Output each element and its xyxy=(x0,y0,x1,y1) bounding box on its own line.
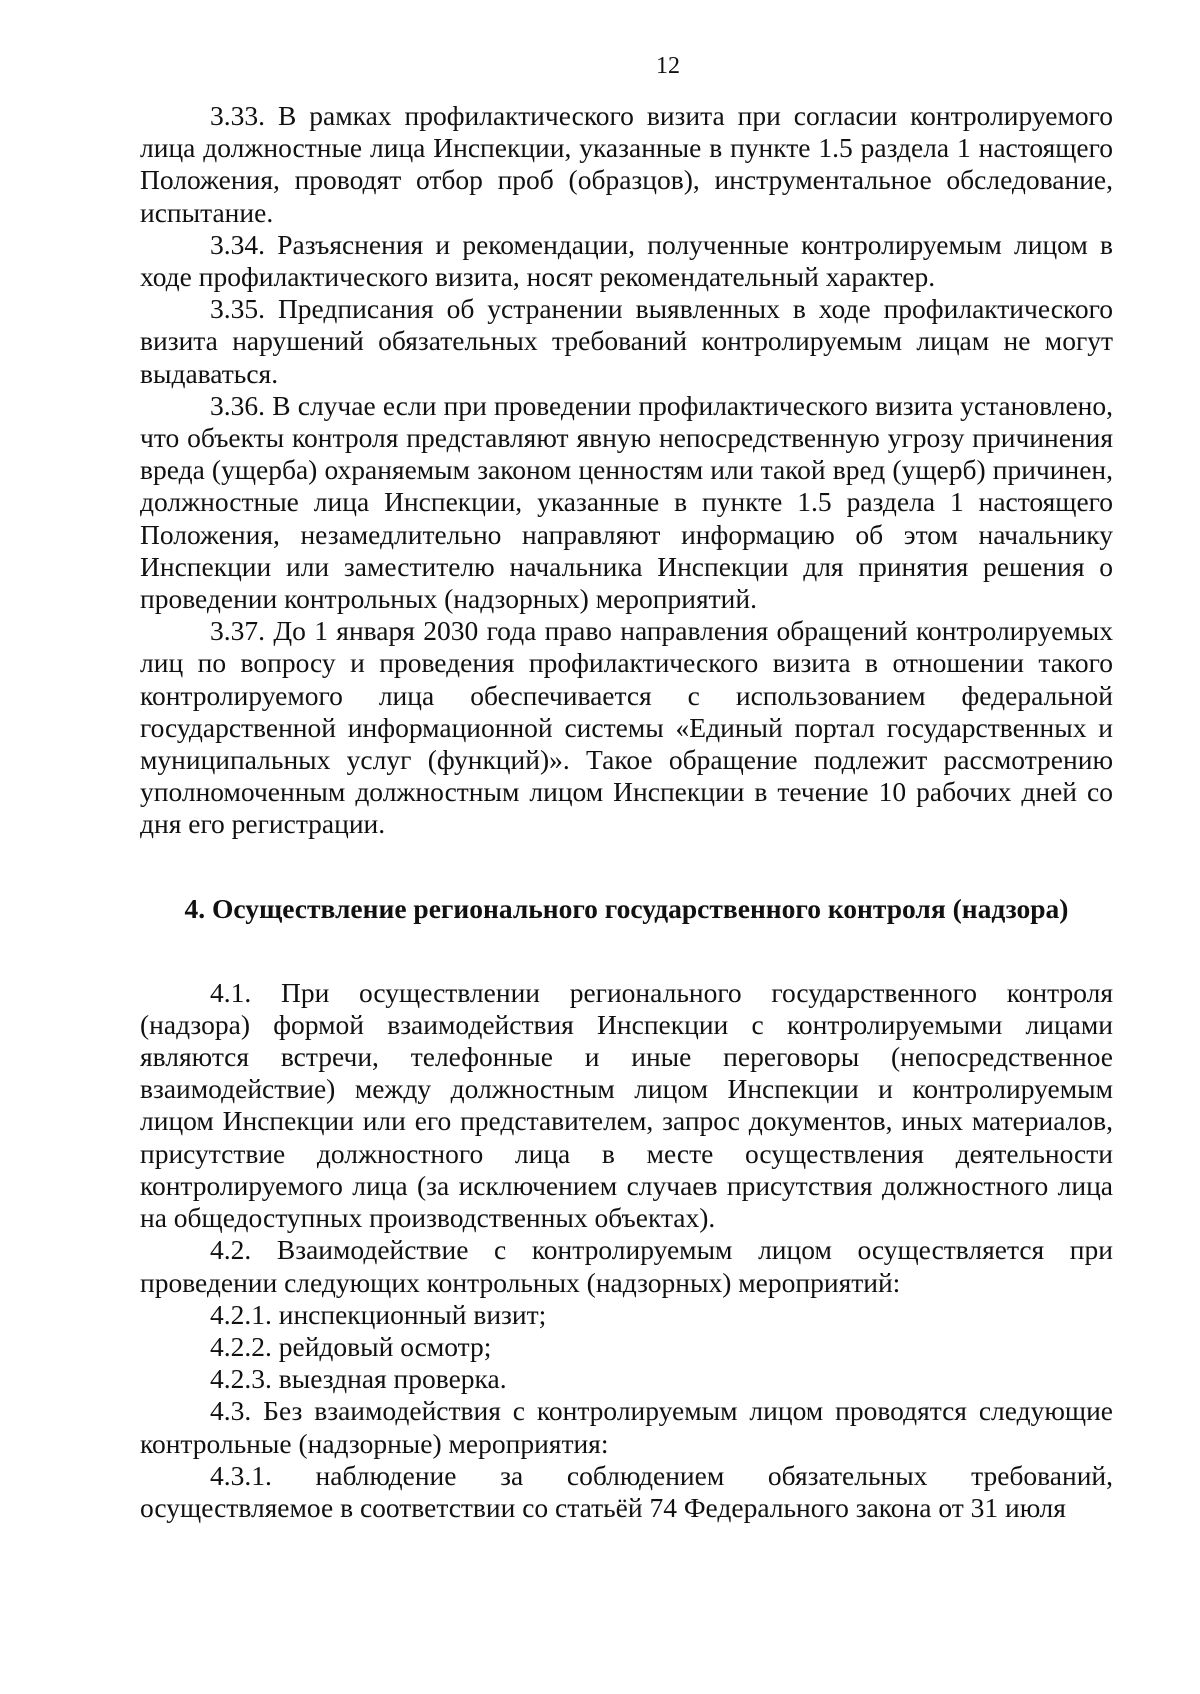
document-body xyxy=(140,100,1113,1524)
list-item-4-2-2: 4.2.2. рейдовый осмотр; xyxy=(210,1330,492,1362)
paragraph-4-3-1: 4.3.1. наблюдение за соблюдением обязательных требований, осуществляемое в соответствии со статьёй 74 Федерального закона от 31 июля xyxy=(140,1459,1113,1523)
paragraph-4-1: 4.1. При осуществлении регионального государственного контроля (надзора) формой взаимодействия Инспекции с контролируемыми лицами являются встречи, телефонные и иные переговоры (непосредственное взаимодействие) между должностным лицом Инспекции и контролируемым лицом Инспекции или его представителем, запрос документов, иных материалов, присутствие должностного лица в месте осуществления деятельности контролируемого лица (за исключением случаев присутствия должностного лица на общедоступных производственных объектах). xyxy=(140,976,1113,1234)
paragraph-3-34: 3.34. Разъяснения и рекомендации, полученные контролируемым лицом в ходе профилактического визита, носят рекомендательный характер. xyxy=(140,228,1113,293)
section-heading: 4. Осуществление регионального государственного контроля (надзора) xyxy=(184,892,1069,924)
list-item-4-2-1: 4.2.1. инспекционный визит; xyxy=(210,1298,547,1330)
paragraph-3-33: 3.33. В рамках профилактического визита при согласии контролируемого лица должностные лица Инспекции, указанные в пункте 1.5 раздела 1 настоящего Положения, проводят отбор проб (образцов), инструментальное обследование, испытание. xyxy=(140,100,1113,228)
list-item-4-2-3: 4.2.3. выездная проверка. xyxy=(210,1363,507,1395)
paragraph-3-35: 3.35. Предписания об устранении выявленных в ходе профилактического визита нарушений обязательных требований контролируемым лицам не могут выдаваться. xyxy=(140,293,1113,389)
paragraph-4-3: 4.3. Без взаимодействия с контролируемым лицом проводятся следующие контрольные (надзорные) мероприятия: xyxy=(140,1395,1113,1459)
paragraph-3-36: 3.36. В случае если при проведении профилактического визита установлено, что объекты контроля представляют явную непосредственную угрозу причинения вреда (ущерба) охраняемым законом ценностям или такой вред (ущерб) причинен, должностные лица Инспекции, указанные в пункте 1.5 раздела 1 настоящего Положения, незамедлительно направляют информацию об этом начальнику Инспекции или заместителю начальника Инспекции для принятия решения о проведении контрольных (надзорных) мероприятий. xyxy=(140,389,1113,615)
paragraph-4-2: 4.2. Взаимодействие с контролируемым лицом осуществляется при проведении следующих контрольных (надзорных) мероприятий: xyxy=(140,1234,1113,1298)
paragraph-3-37: 3.37. До 1 января 2030 года право направления обращений контролируемых лиц по вопросу и проведения профилактического визита в отношении такого контролируемого лица обеспечивается с использованием федеральной государственной информационной системы «Единый портал государственных и муниципальных услуг (функций)». Такое обращение подлежит рассмотрению уполномоченным должностным лицом Инспекции в течение 10 рабочих дней со дня его регистрации. xyxy=(140,615,1113,840)
page-number: 12 xyxy=(656,53,680,79)
